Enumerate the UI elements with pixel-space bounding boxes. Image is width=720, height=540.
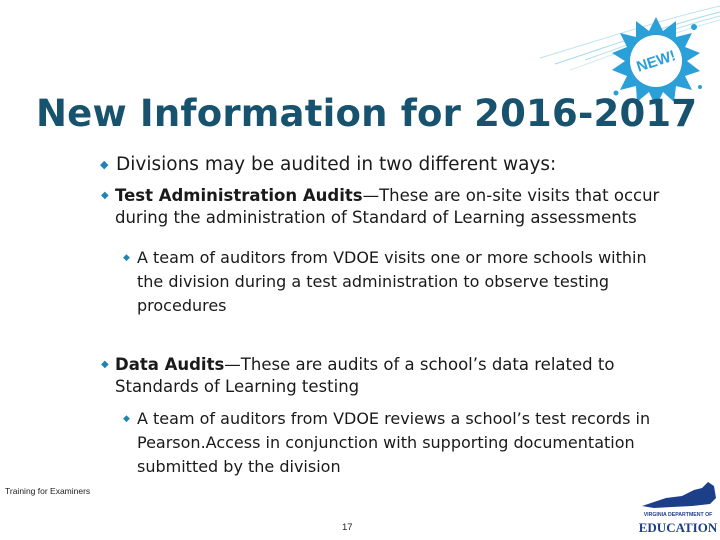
audit-name: Data Audits <box>115 355 225 374</box>
diamond-bullet-icon: ◆ <box>101 359 109 370</box>
audit-detail-text: A team of auditors from VDOE visits one or more schools within the division during a test administration to observe testing procedures <box>137 248 647 315</box>
audit-detail-test-administration <box>123 246 663 318</box>
diamond-bullet-icon: ◆ <box>123 253 130 263</box>
vdoe-logo <box>636 478 720 540</box>
logo-top-text: VIRGINIA DEPARTMENT OF <box>643 512 713 518</box>
audit-description: —These are audits of a school’s data related to Standards of Learning testing <box>115 355 615 396</box>
audit-item-data <box>101 354 661 398</box>
new-badge-text: NEW! <box>634 47 678 76</box>
diamond-bullet-icon: ◆ <box>101 190 109 201</box>
audit-name: Test Administration Audits <box>115 186 363 205</box>
intro-text: Divisions may be audited in two different ways: <box>116 154 557 175</box>
diamond-bullet-icon: ◆ <box>100 158 109 171</box>
logo-bottom-text: EDUCATION <box>638 520 718 535</box>
intro-bullet <box>100 153 700 177</box>
audit-item-test-administration <box>101 185 661 229</box>
audit-detail-text: A team of auditors from VDOE reviews a school’s test records in Pearson.Access in conjunction with supporting documentation submitted by the division <box>137 409 651 476</box>
diamond-bullet-icon: ◆ <box>123 414 130 424</box>
slide-title: New Information for 2016-2017 <box>36 92 698 135</box>
footer-training-label: Training for Examiners <box>5 486 91 496</box>
page-number: 17 <box>342 522 353 533</box>
audit-detail-data <box>123 407 663 479</box>
audit-description: —These are on-site visits that occur during the administration of Standard of Learning assessments <box>115 186 660 227</box>
